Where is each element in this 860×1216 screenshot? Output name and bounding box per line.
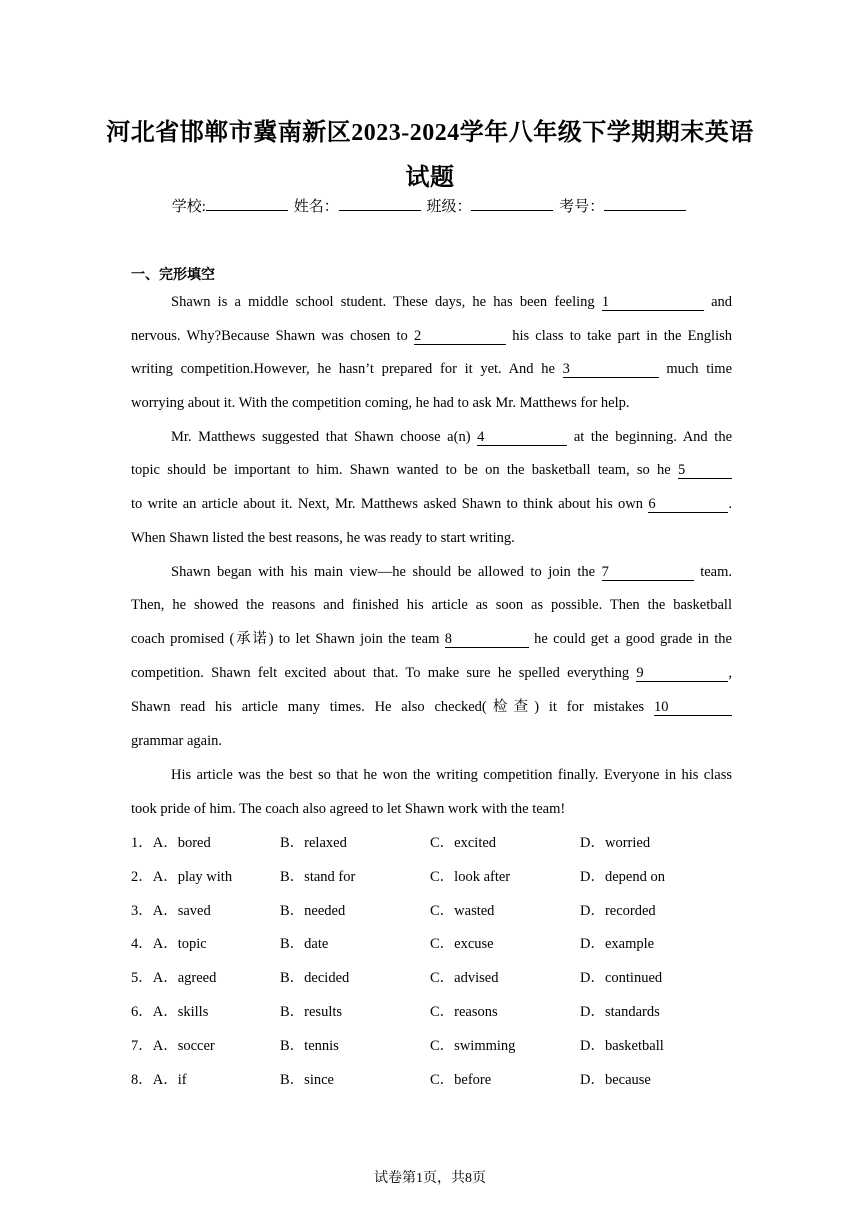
question-row [131,1002,751,1022]
class-label: 班级： [426,199,472,215]
blank-10[interactable]: 10 [654,698,732,716]
section-heading: 一、完形填空 [131,267,215,283]
option-c[interactable]: C．reasons [430,1004,498,1020]
question-row [131,1070,751,1090]
passage-line [171,562,732,582]
passage-text: much time [666,361,733,377]
class-blank[interactable] [471,196,553,211]
passage-line [131,494,732,514]
question-row [131,833,751,853]
option-a[interactable]: 2．A．play with [131,868,233,885]
question-row [131,1036,751,1056]
option-d[interactable]: D．continued [580,970,663,987]
option-d[interactable]: D．because [580,1071,651,1088]
passage-line [131,663,732,683]
option-d[interactable]: D．worried [580,835,651,851]
passage-text: Mr. Matthews suggested that Shawn choose a(n) [171,429,471,445]
passage-line [171,292,732,312]
passage-text: coach promised (承诺) to let Shawn join the team [131,631,440,647]
option-c[interactable]: C．excuse [430,936,494,953]
option-b[interactable]: B．needed [280,902,346,919]
blank-1[interactable]: 1 [602,293,704,311]
blank-5[interactable]: 5 [678,461,732,479]
passage-text: topic should be important to him. Shawn wanted to be on the basketball team, so he [131,462,671,478]
option-b[interactable]: B．results [280,1004,343,1020]
blank-4[interactable]: 4 [477,428,567,446]
option-d[interactable]: D．recorded [580,902,656,919]
option-a[interactable]: 6．A．skills [131,1004,209,1020]
option-b[interactable]: B．since [280,1071,334,1088]
student-info-row [0,195,860,216]
option-d[interactable]: D．basketball [580,1037,664,1054]
option-a[interactable]: 5．A．agreed [131,970,217,987]
blank-6[interactable]: 6 [648,495,728,513]
passage-text: Shawn read his article many times. He also checked(检查) it for mistakes [131,699,645,715]
passage-line: took pride of him. The coach also agreed to let Shawn work with the team! [131,801,566,817]
option-c[interactable]: C．wasted [430,902,495,919]
blank-2[interactable]: 2 [414,327,506,345]
option-c[interactable]: C．excited [430,835,497,851]
option-c[interactable]: C．look after [430,868,511,885]
name-blank[interactable] [339,196,421,211]
option-c[interactable]: C．advised [430,970,499,987]
passage-text: Shawn began with his main view—he should be allowed to join the [171,564,596,580]
passage-line: worrying about it. With the competition coming, he had to ask Mr. Matthews for help. [131,395,630,411]
blank-9[interactable]: 9 [636,664,728,682]
option-a[interactable]: 7．A．soccer [131,1037,215,1054]
page-footer: 试卷第1页，共8页 [374,1171,486,1186]
number-label: 考号： [559,199,605,215]
passage-text: at the beginning. And the [573,429,733,445]
option-a[interactable]: 1．A．bored [131,835,211,851]
number-blank[interactable] [604,196,686,211]
option-a[interactable]: 4．A．topic [131,936,207,953]
option-a[interactable]: 3．A．saved [131,902,211,919]
passage-line [171,427,732,447]
blank-3[interactable]: 3 [563,360,659,378]
option-b[interactable]: B．tennis [280,1037,339,1054]
option-b[interactable]: B．stand for [280,868,356,885]
passage-text: team. [700,564,733,580]
passage-text: his class to take part in the English [512,328,732,344]
option-b[interactable]: B．date [280,936,329,953]
passage-line: Then, he showed the reasons and finished his article as soon as possible. Then the basketball [131,597,732,613]
passage-text: , [728,665,732,681]
passage-text: and [711,294,732,310]
school-blank[interactable] [206,196,288,211]
option-d[interactable]: D．example [580,936,655,953]
option-b[interactable]: B．relaxed [280,835,347,851]
blank-8[interactable]: 8 [445,630,529,648]
passage-text: writing competition.However, he hasn’t prepared for it yet. And he [131,361,555,377]
option-b[interactable]: B．decided [280,970,350,987]
passage-line [131,460,732,480]
passage-text: . [728,496,733,512]
question-row [131,934,751,954]
exam-title-line-2: 试题 [405,165,455,191]
passage-text: competition. Shawn felt excited about that. To make sure he spelled everything [131,665,630,681]
question-row [131,867,751,887]
passage-text: to write an article about it. Next, Mr. Matthews asked Shawn to think about his own [131,496,644,512]
option-d[interactable]: D．depend on [580,868,665,885]
option-d[interactable]: D．standards [580,1004,660,1020]
question-row [131,901,751,921]
option-c[interactable]: C．before [430,1071,492,1088]
passage-line [131,697,732,717]
passage-line [131,326,732,346]
option-c[interactable]: C．swimming [430,1037,516,1054]
school-label: 学校: [171,199,206,215]
passage-text: nervous. Why?Because Shawn was chosen to [131,328,408,344]
exam-title-line-1: 河北省邯郸市冀南新区2023-2024学年八年级下学期期末英语 [106,120,754,146]
option-a[interactable]: 8．A．if [131,1071,187,1088]
passage-line: grammar again. [131,733,222,749]
name-label: 姓名： [293,199,339,215]
passage-line [131,629,732,649]
passage-line: When Shawn listed the best reasons, he was ready to start writing. [131,530,515,546]
blank-7[interactable]: 7 [602,563,694,581]
passage-line [131,359,732,379]
passage-text: he could get a good grade in the [534,631,732,647]
passage-line: His article was the best so that he won the writing competition finally. Everyone in his class [171,767,732,783]
question-row [131,968,751,988]
passage-text: Shawn is a middle school student. These days, he has been feeling [171,294,595,310]
